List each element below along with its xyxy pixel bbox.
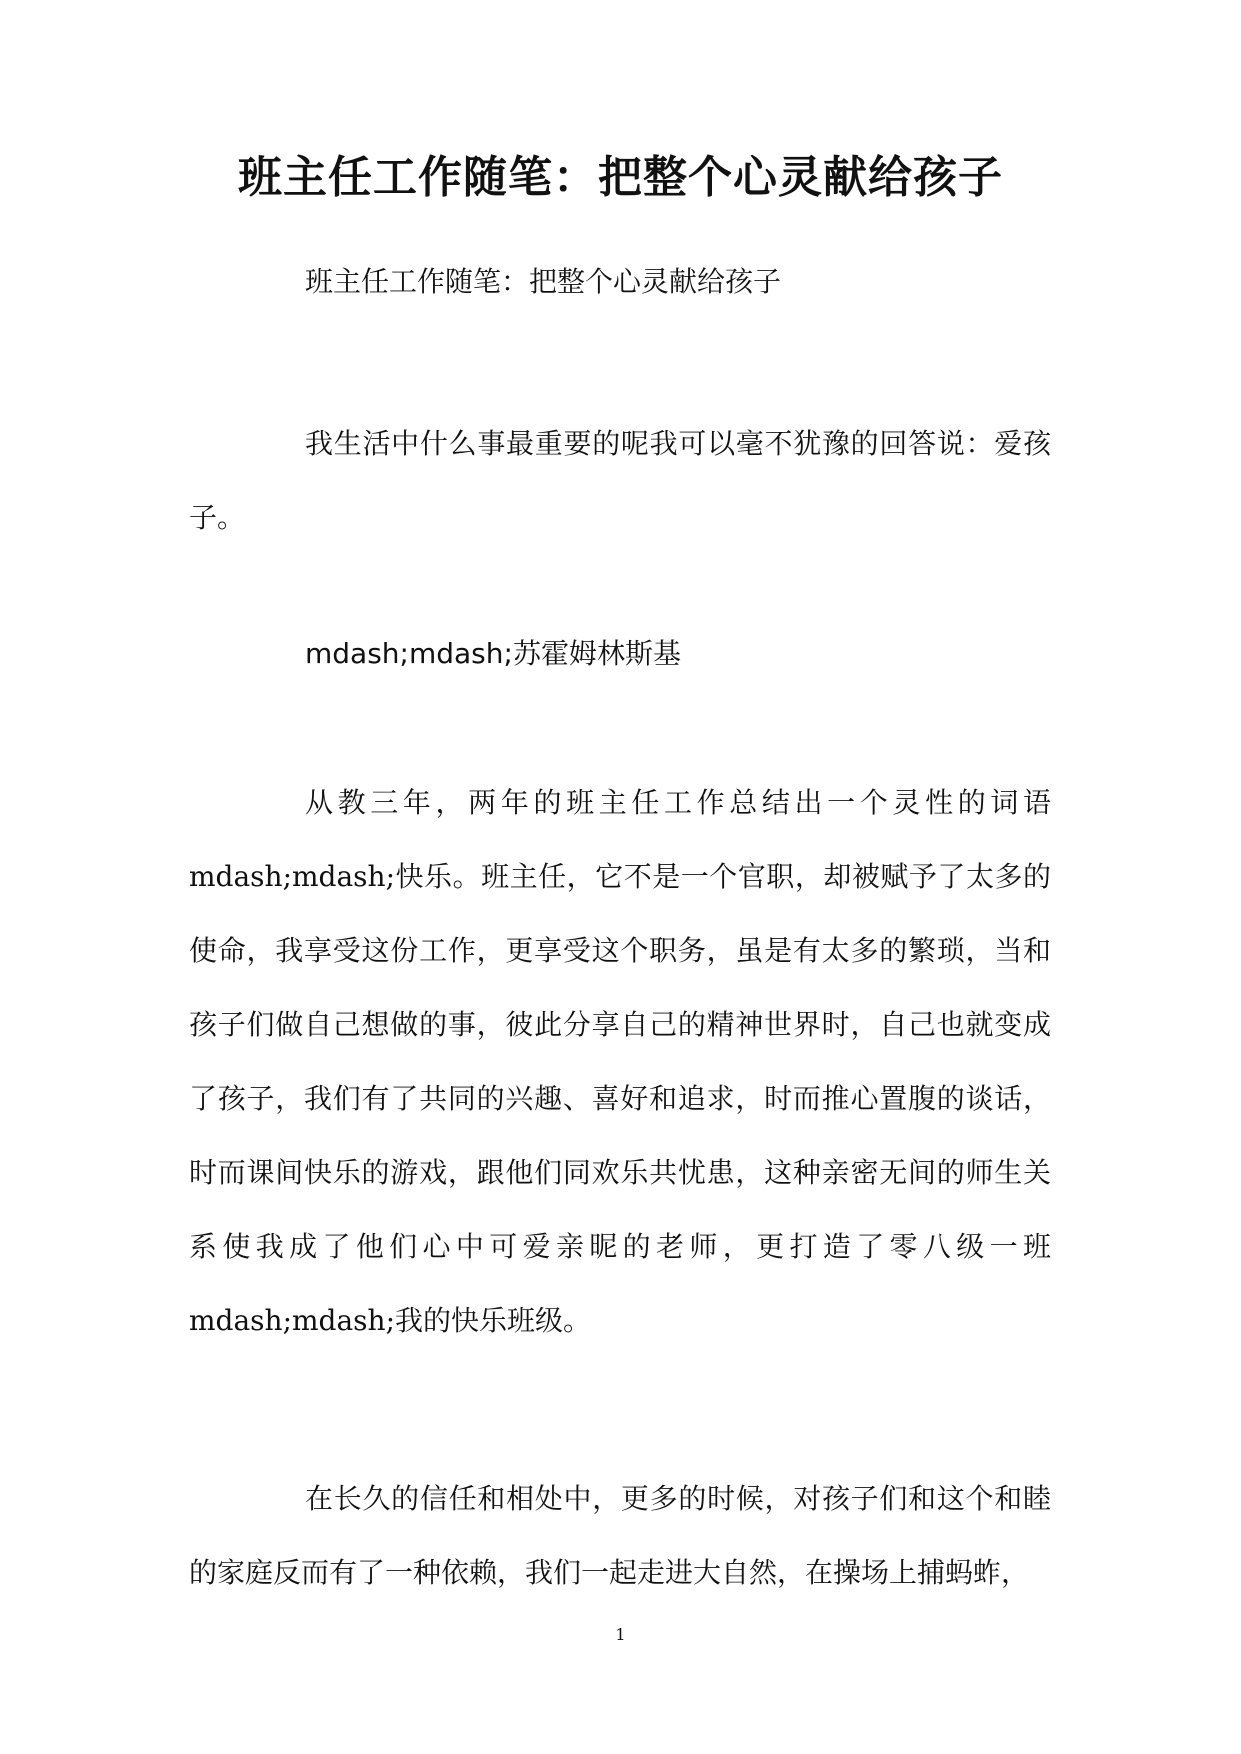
quote-author: mdash;mdash;苏霍姆林斯基 bbox=[305, 637, 681, 670]
document-title: 班主任工作随笔：把整个心灵献给孩子 bbox=[238, 152, 1003, 203]
subtitle-paragraph: 班主任工作随笔：把整个心灵献给孩子 bbox=[305, 265, 782, 298]
body-paragraph: 在长久的信任和相处中，更多的时候，对孩子们和这个和睦的家庭反而有了一种依赖，我们一起走进大自然，在操场上捕蚂蚱， bbox=[189, 1482, 1051, 1589]
quote-paragraph: 我生活中什么事最重要的呢我可以毫不犹豫的回答说：爱孩子。 bbox=[189, 427, 1051, 534]
page-number: 1 bbox=[615, 1625, 626, 1644]
body-paragraph: 从教三年，两年的班主任工作总结出一个灵性的词语mdash;mdash;快乐。班主任，它不是一个官职，却被赋予了太多的使命，我享受这份工作，更享受这个职务，虽是有太多的繁琐，当和孩子们做自己想做的事，彼此分享自己的精神世界时，自己也就变成了孩子，我们有了共同的兴趣、喜好和追求，时而推心置腹的谈话，时而课间快乐的游戏，跟他们同欢乐共忧患，这种亲密无间的师生关系使我成了他们心中可爱亲昵的老师，更打造了零八级一班mdash;mdash;我的快乐班级。 bbox=[189, 786, 1051, 1337]
